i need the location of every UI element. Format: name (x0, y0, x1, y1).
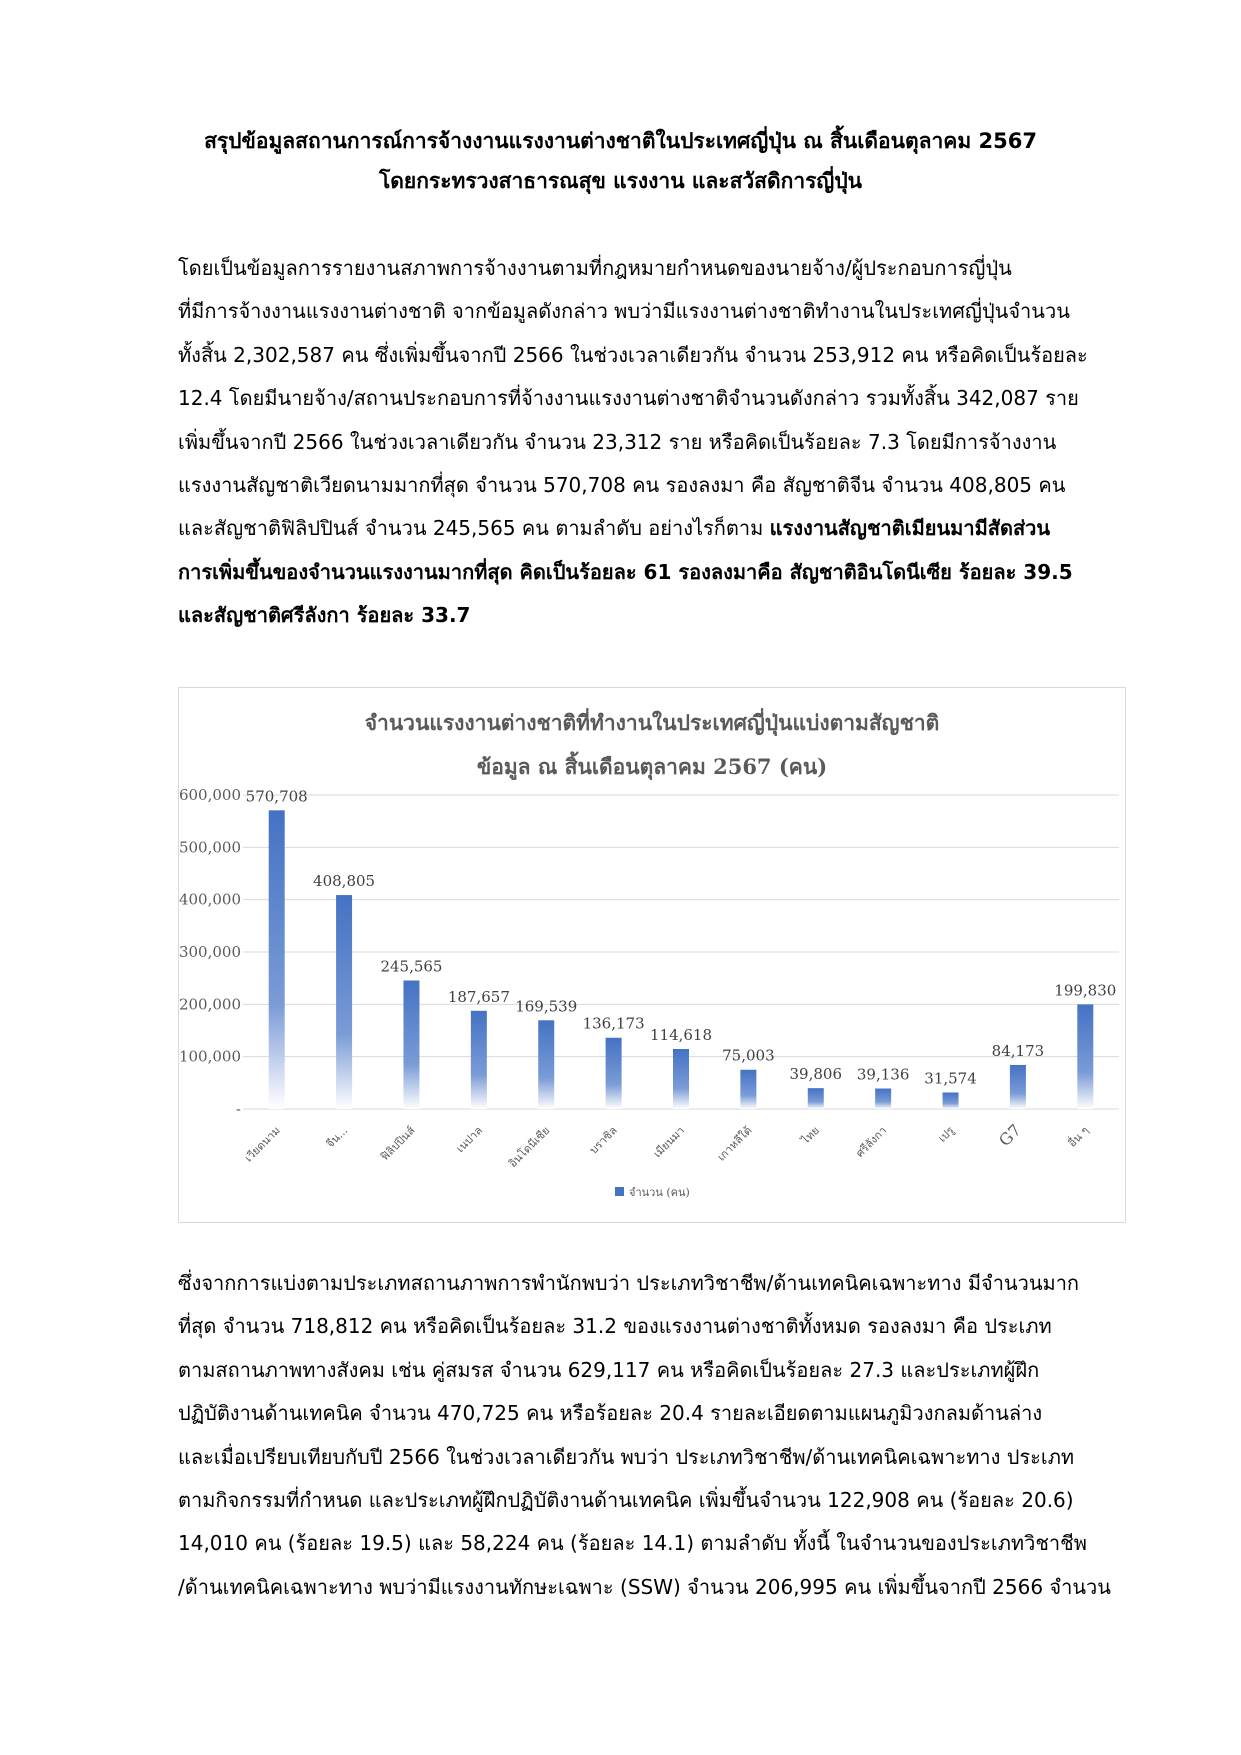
paragraph-line: ซึ่งจากการแบ่งตามประเภทสถานภาพการพำนักพบว่า ประเภทวิชาชีพ/ด้านเทคนิคเฉพาะทาง มีจำนวนมาก (178, 1271, 1080, 1295)
x-tick-label: G7 (995, 1120, 1025, 1151)
y-tick-label: 100,000 (179, 1047, 241, 1066)
bar (269, 810, 285, 1109)
paragraph-2 (178, 1262, 1122, 1609)
paragraph-line: 14,010 คน (ร้อยละ 19.5) และ 58,224 คน (ร้อยละ 14.1) ตามลำดับ ทั้งนี้ ในจำนวนของประเภทวิชาชีพ (178, 1531, 1087, 1556)
bar (673, 1049, 689, 1109)
paragraph-line: ปฏิบัติงานด้านเทคนิค จำนวน 470,725 คน หรือร้อยละ 20.4 รายละเอียดตามแผนภูมิวงกลมด้านล่าง (178, 1401, 1043, 1426)
y-tick-label: 300,000 (179, 943, 241, 961)
x-tick-label: ไทย (799, 1123, 822, 1147)
bar (740, 1070, 756, 1109)
bar (808, 1088, 824, 1109)
bar (403, 980, 419, 1109)
bar-chart (178, 687, 1126, 1223)
data-label: 39,806 (789, 1065, 843, 1084)
chart-title: จำนวนแรงงานต่างชาติที่ทำงานในประเทศญี่ปุ่นแบ่งตามสัญชาติ (364, 710, 940, 735)
bar (606, 1038, 622, 1109)
paragraph-1 (178, 247, 1122, 638)
paragraph-line (178, 507, 1122, 550)
x-tick-label: บราซิล (587, 1123, 620, 1157)
paragraph-line: ตามสถานภาพทางสังคม เช่น คู่สมรส จำนวน 629,117 คน หรือคิดเป็นร้อยละ 27.3 และประเภทผู้ฝึก (178, 1357, 1040, 1382)
paragraph-text: และสัญชาติฟิลิปปินส์ จำนวน 245,565 คน ตามลำดับ อย่างไรก็ตาม (178, 516, 770, 541)
x-tick-label: เนปาล (453, 1123, 485, 1156)
data-label: 114,618 (649, 1026, 713, 1045)
data-label: 39,136 (856, 1065, 910, 1084)
y-tick-label: - (235, 1100, 241, 1118)
x-tick-label: อื่น ๆ (1065, 1123, 1092, 1150)
x-tick-label: อินโดนีเซีย (506, 1123, 553, 1171)
data-label: 408,805 (313, 872, 376, 891)
x-tick-label: เมียนมา (650, 1123, 688, 1161)
bar (875, 1089, 891, 1109)
x-tick-label: เวียดนาม (242, 1123, 283, 1165)
paragraph-line: โดยเป็นข้อมูลการรายงานสภาพการจ้างงานตามที่กฎหมายกำหนดของนายจ้าง/ผู้ประกอบการญี่ปุ่น (178, 256, 1012, 280)
bar (538, 1020, 554, 1109)
data-label: 199,830 (1054, 981, 1117, 1000)
y-tick-label: 200,000 (179, 995, 241, 1014)
paragraph-line: 12.4 โดยมีนายจ้าง/สถานประกอบการที่จ้างงานแรงงานต่างชาติจำนวนดังกล่าว รวมทั้งสิ้น 342,087 ราย (178, 386, 1079, 411)
bar (471, 1011, 487, 1109)
document-subtitle: โดยกระทรวงสาธารณสุข แรงงาน และสวัสดิการญี่ปุ่น (378, 169, 863, 193)
paragraph-bold-text: แรงงานสัญชาติเมียนมามีสัดส่วน (769, 516, 1051, 541)
data-label: 169,539 (515, 997, 578, 1016)
data-label: 84,173 (991, 1041, 1045, 1060)
y-tick-label: 600,000 (179, 786, 241, 804)
x-tick-label: เปรู (935, 1123, 957, 1145)
legend-swatch (615, 1187, 624, 1196)
paragraph-line: ที่สุด จำนวน 718,812 คน หรือคิดเป็นร้อยละ 31.2 ของแรงงานต่างชาติทั้งหมด รองลงมา คือ ประเภท (178, 1314, 1052, 1339)
chart-canvas (179, 688, 1125, 1222)
paragraph-line: และเมื่อเปรียบเทียบกับปี 2566 ในช่วงเวลาเดียวกัน พบว่า ประเภทวิชาชีพ/ด้านเทคนิคเฉพาะทาง ประเภท (178, 1444, 1075, 1469)
data-label: 136,173 (582, 1014, 645, 1033)
x-tick-label: เกาหลีใต้ (714, 1123, 755, 1164)
x-tick-label: ศรีลังกา (853, 1123, 890, 1160)
bar (1010, 1065, 1026, 1109)
bar (943, 1092, 959, 1109)
bar (1077, 1004, 1093, 1109)
data-label: 245,565 (380, 957, 443, 976)
data-label: 570,708 (245, 787, 308, 806)
x-tick-label: ฟิลิปปินส์ (378, 1123, 418, 1164)
paragraph-line: เพิ่มขึ้นจากปี 2566 ในช่วงเวลาเดียวกัน จำนวน 23,312 ราย หรือคิดเป็นร้อยละ 7.3 โดยมีการจ้างงาน (178, 429, 1057, 454)
y-tick-label: 400,000 (179, 890, 241, 909)
paragraph-bold-line: การเพิ่มขึ้นของจำนวนแรงงานมากที่สุด คิดเป็นร้อยละ 61 รองลงมาคือ สัญชาติอินโดนีเซีย ร้อยละ 39.5 (178, 559, 1073, 584)
paragraph-line: ที่มีการจ้างงานแรงงานต่างชาติ จากข้อมูลดังกล่าว พบว่ามีแรงงานต่างชาติทำงานในประเทศญี่ปุ่นจำนวน (178, 299, 1070, 324)
paragraph-line: /ด้านเทคนิคเฉพาะทาง พบว่ามีแรงงานทักษะเฉพาะ (SSW) จำนวน 206,995 คน เพิ่มขึ้นจากปี 2566 จำนวน (178, 1574, 1111, 1599)
bar (336, 895, 352, 1109)
y-tick-label: 500,000 (179, 838, 241, 857)
data-label: 75,003 (722, 1046, 775, 1065)
paragraph-line: แรงงานสัญชาติเวียดนามมากที่สุด จำนวน 570,708 คน รองลงมา คือ สัญชาติจีน จำนวน 408,805 คน (178, 472, 1066, 497)
chart-subtitle: ข้อมูล ณ สิ้นเดือนตุลาคม 2567 (คน) (476, 754, 828, 779)
paragraph-line: ตามกิจกรรมที่กำหนด และประเภทผู้ฝึกปฏิบัติงานด้านเทคนิค เพิ่มขึ้นจำนวน 122,908 คน (ร้อยละ 20.6) (178, 1487, 1074, 1512)
paragraph-line: ทั้งสิ้น 2,302,587 คน ซึ่งเพิ่มขึ้นจากปี 2566 ในช่วงเวลาเดียวกัน จำนวน 253,912 คน หรือคิดเป็นร้อยละ (178, 342, 1088, 367)
paragraph-bold-line: และสัญชาติศรีลังกา ร้อยละ 33.7 (178, 603, 471, 628)
data-label: 187,657 (447, 987, 510, 1006)
legend-label: จำนวน (คน) (629, 1186, 690, 1199)
x-tick-label: จีน... (323, 1123, 351, 1151)
document-title: สรุปข้อมูลสถานการณ์การจ้างงานแรงงานต่างชาติในประเทศญี่ปุ่น ณ สิ้นเดือนตุลาคม 2567 (204, 129, 1037, 153)
data-label: 31,574 (924, 1069, 977, 1088)
